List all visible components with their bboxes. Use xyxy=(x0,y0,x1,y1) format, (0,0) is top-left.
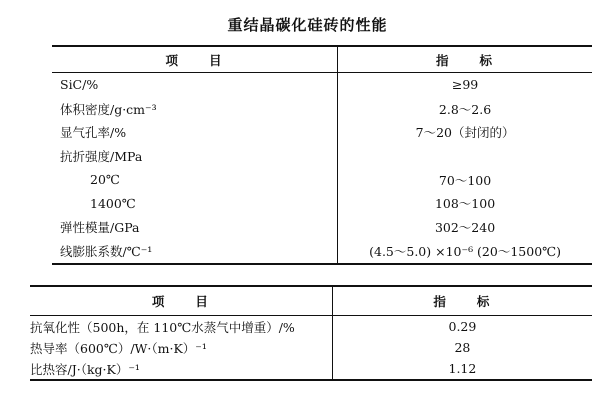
row-value: 2.8～2.6 xyxy=(438,101,492,117)
table-header-row xyxy=(30,286,592,316)
table-row xyxy=(30,316,592,338)
table-row xyxy=(30,337,592,358)
header-value: 指 标 xyxy=(332,286,592,316)
row-item: 显气孔率/% xyxy=(52,120,338,144)
header-value: 指 标 xyxy=(338,46,592,73)
row-value: (4.5～5.0) ×10⁻⁶ (20～1500℃) xyxy=(369,243,562,259)
table-row xyxy=(52,73,592,97)
table-row xyxy=(52,144,592,168)
table-row xyxy=(52,215,592,239)
row-item: 线膨胀系数/℃⁻¹ xyxy=(52,239,338,264)
row-item: SiC/% xyxy=(52,73,338,97)
row-item: 比热容/J·（kg·K）⁻¹ xyxy=(30,358,332,380)
row-value xyxy=(338,144,592,168)
table-row xyxy=(52,191,592,215)
header-item: 项 目 xyxy=(52,46,338,73)
row-value: 70～100 xyxy=(438,172,492,188)
performance-table-2 xyxy=(30,285,592,381)
performance-table-1 xyxy=(52,45,592,265)
row-value: 302～240 xyxy=(434,219,496,235)
table-row xyxy=(52,120,592,144)
table-row xyxy=(52,168,592,192)
row-item: 抗氧化性（500h，在 110℃水蒸气中增重）/% xyxy=(30,316,332,338)
row-value: 7～20（封闭的） xyxy=(415,125,515,141)
row-item: 热导率（600℃）/W·（m·K）⁻¹ xyxy=(30,337,332,358)
table-row xyxy=(52,239,592,264)
table-row xyxy=(52,97,592,121)
row-item: 1400℃ xyxy=(52,191,338,215)
row-value: 108～100 xyxy=(434,196,496,212)
table-row xyxy=(30,358,592,380)
row-item: 弹性模量/GPa xyxy=(52,215,338,239)
row-value: 1.12 xyxy=(448,361,477,376)
row-item: 体积密度/g·cm⁻³ xyxy=(52,97,338,121)
row-value: 28 xyxy=(454,340,471,355)
row-item: 抗折强度/MPa xyxy=(52,144,338,168)
row-item: 20℃ xyxy=(52,168,338,192)
row-value: ≥99 xyxy=(451,77,479,93)
header-item: 项 目 xyxy=(30,286,332,316)
table-header-row xyxy=(52,46,592,73)
table-title: 重结晶碳化硅砖的性能 xyxy=(227,16,388,34)
row-value: 0.29 xyxy=(448,319,477,334)
